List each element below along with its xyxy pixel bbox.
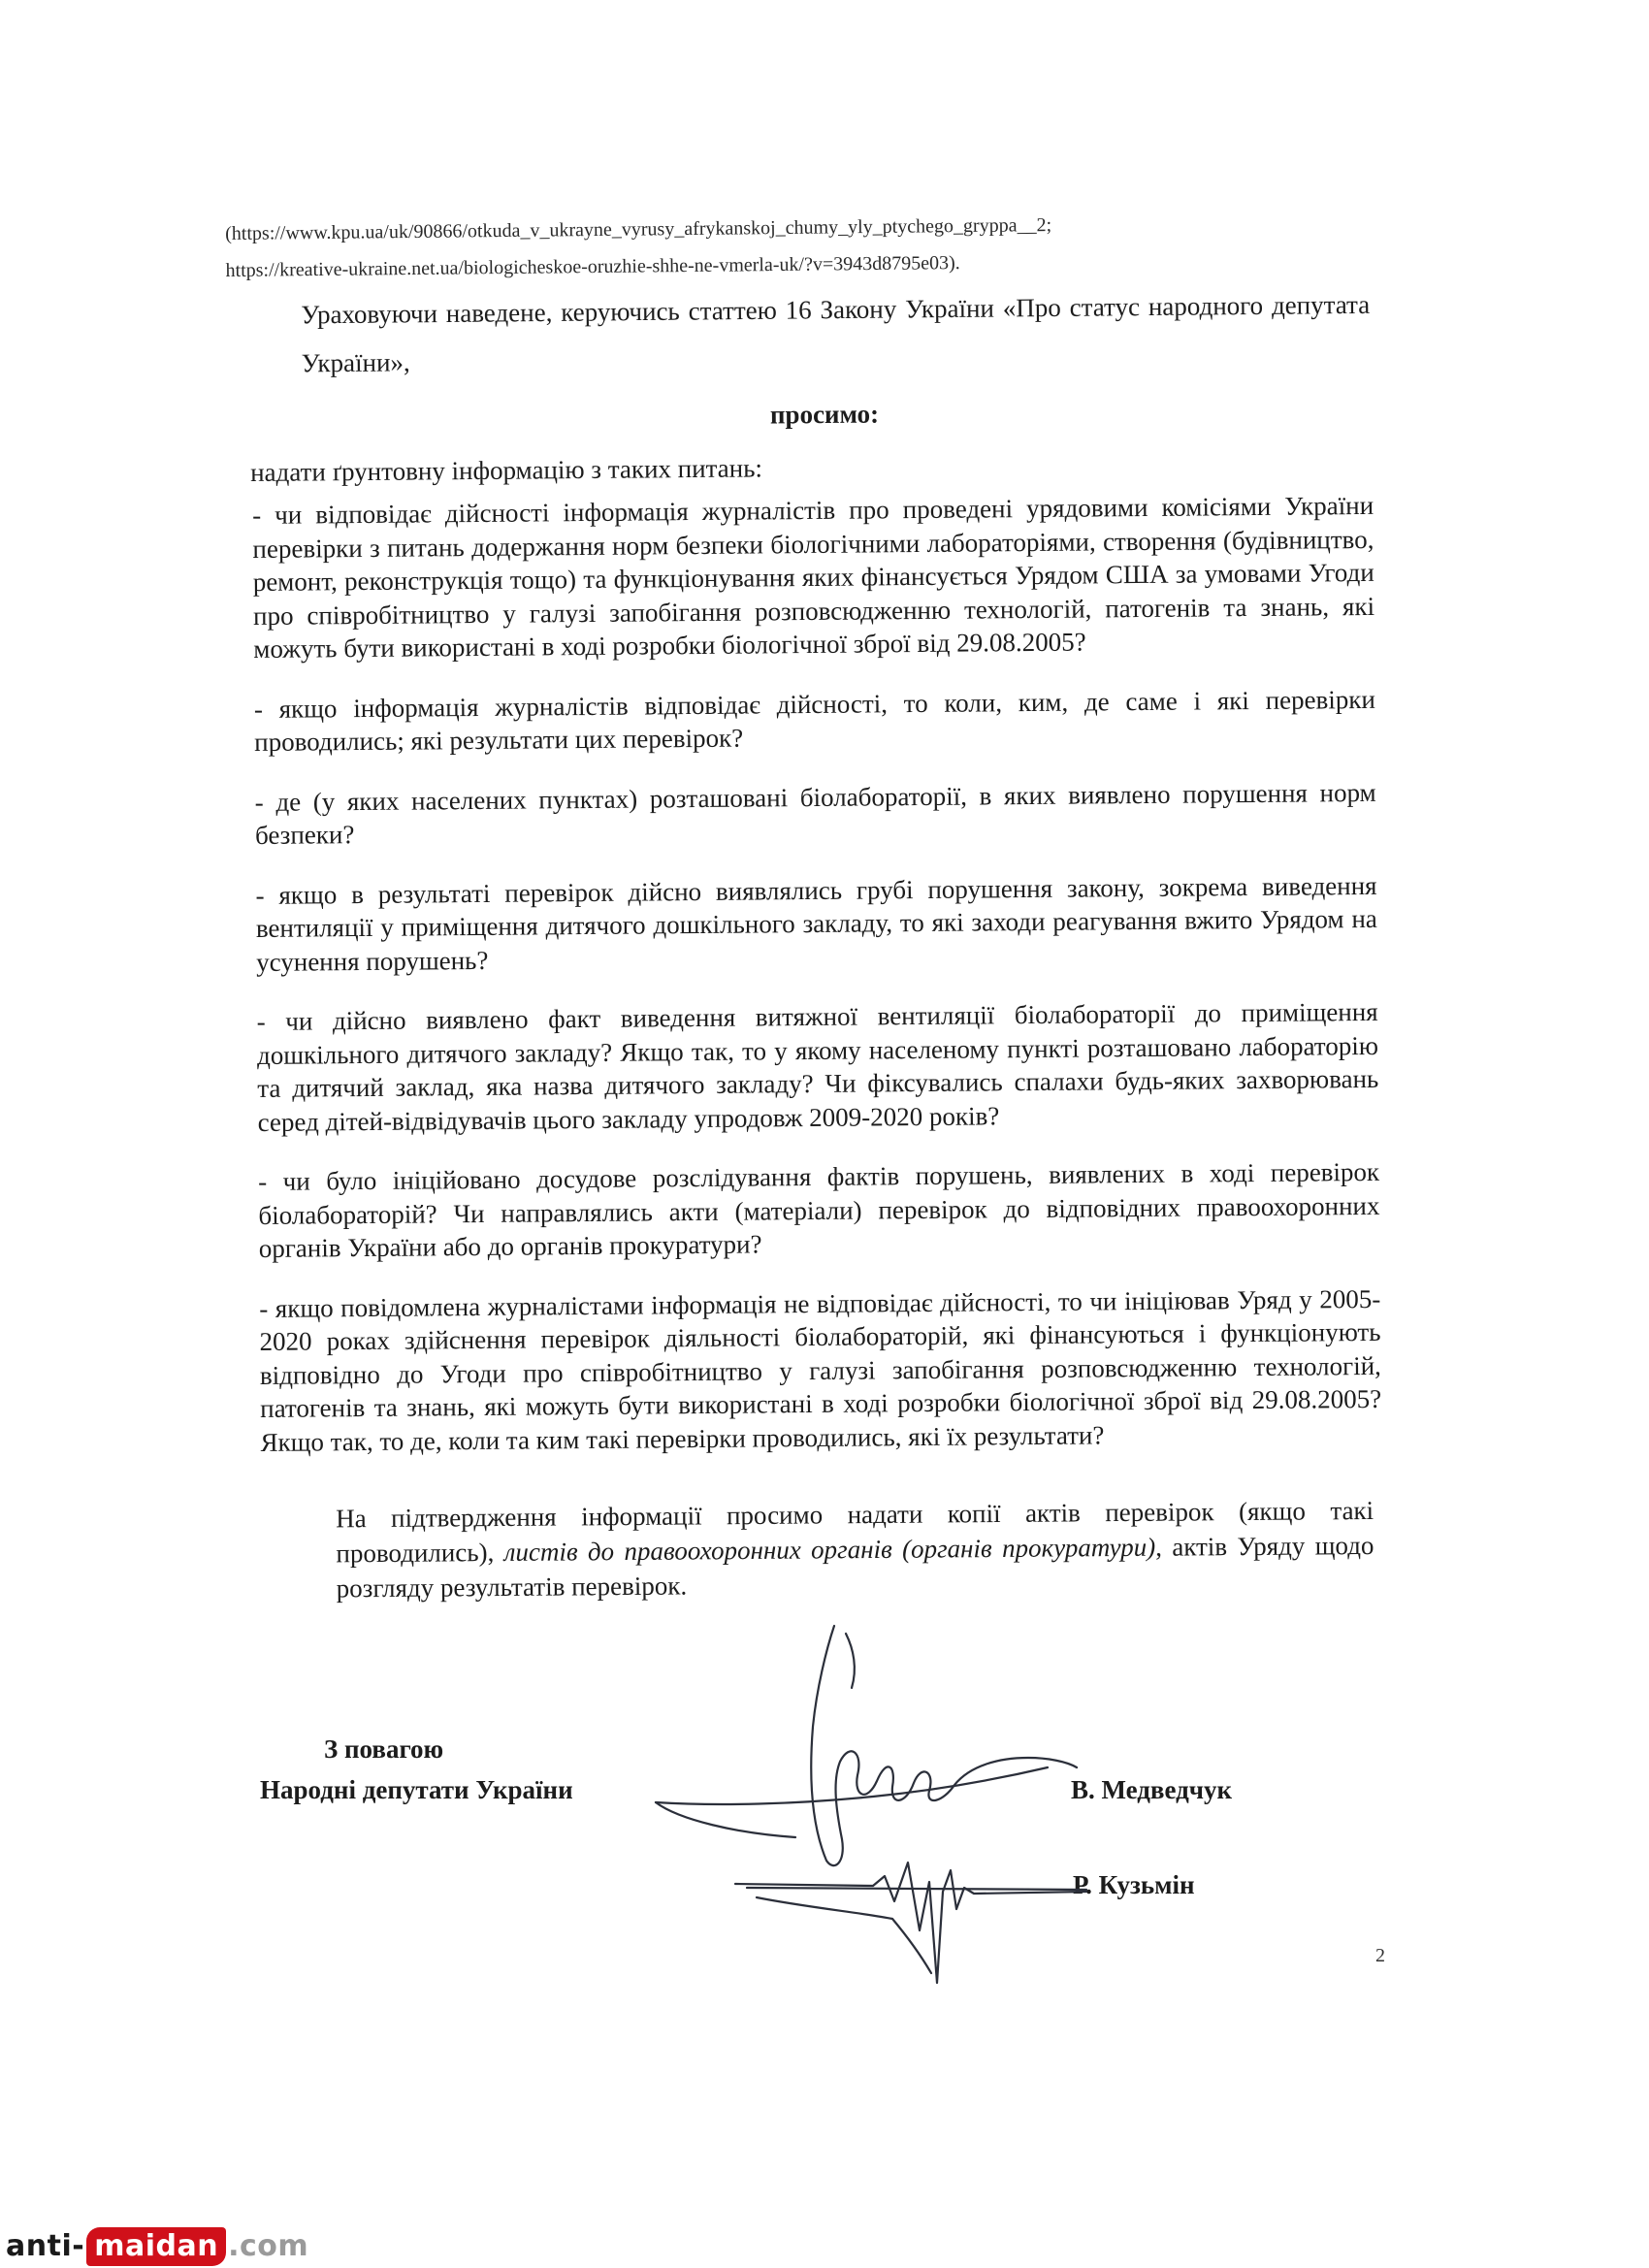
question-item: - чи відповідає дійсності інформація журналістів про проведені урядовими комісіями України перевірки з питань додержання норм безпеки біологічними лабораторіями, створення (будівництво, ремонт, реконструкція тощо) та функціонування яких фінансується Урядом США за умовами Угоди про співробітництво у галузі запобігання розповсюдженню технологій, патогенів та знань, які можуть бути використані в ході розробки біологічної зброї від 29.08.2005? xyxy=(252,490,1375,664)
signature-1-stroke xyxy=(811,1626,1077,1865)
question-item: - якщо в результаті перевірок дійсно виявлялись грубі порушення закону, зокрема виведення вентиляції у приміщення дитячого дошкільного закладу, то які заходи реагування вжито Урядом на усунення порушень? xyxy=(255,870,1377,977)
signer-name-1: В. Медведчук xyxy=(1071,1775,1233,1804)
page-number: 2 xyxy=(1375,1945,1385,1966)
question-item: - якщо повідомлена журналістами інформація не відповідає дійсності, то чи ініціював Уряд у 2005-2020 роках здійснення перевірок діяльності біолабораторій, які фінансуються і функціонують відповідно до Угоди про співробітництво у галузі запобігання розповсюдженню технологій, патогенів та знань, які можуть бути використані в ході розробки біологічної зброї від 29.08.2005? Якщо так, то де, коли та ким такі перевірки проводились, які їх результати? xyxy=(259,1283,1382,1457)
watermark-part-1: anti- xyxy=(6,2229,85,2263)
signature-1-stroke xyxy=(656,1767,1048,1804)
source-link-2: https://kreative-ukraine.net.ua/biologicheskoe-oruzhie-shhe-ne-vmerla-uk/?v=3943d8795e03). xyxy=(225,252,960,281)
signer-name-2: Р. Кузьмін xyxy=(1073,1870,1195,1899)
signature-2-stroke xyxy=(735,1863,1086,1983)
signature-2-stroke xyxy=(757,1897,931,1973)
confirmation-text-end: , актів Уряду щодо розгляду результатів перевірок. xyxy=(336,1530,1374,1604)
question-item: - якщо інформація журналістів відповідає дійсності, то коли, ким, де саме і які перевірки проводились; які результати цих перевірок? xyxy=(253,684,1375,757)
question-item: - де (у яких населених пунктах) розташовані біолабораторії, в яких виявлено порушення норм безпеки? xyxy=(254,777,1376,850)
confirmation-text-italic: листів до правоохоронних органів (органів прокуратури) xyxy=(503,1532,1156,1568)
question-list xyxy=(252,489,1382,1485)
watermark-part-2: maidan xyxy=(86,2227,226,2266)
request-lead: надати ґрунтовну інформацію з таких питань: xyxy=(250,453,763,487)
confirmation-paragraph xyxy=(258,1493,1374,1606)
closing-regards: З повагою xyxy=(324,1734,444,1764)
intro-paragraph xyxy=(242,280,1371,388)
intro-text: Ураховуючи наведене, керуючись статтею 16 Закону України «Про статус народного депутата України», xyxy=(301,289,1371,378)
signature-2-stroke xyxy=(747,1888,1086,1890)
signature-1-stroke xyxy=(656,1802,795,1837)
signatory-title: Народні депутати України xyxy=(260,1775,573,1804)
source-link-1: (https://www.kpu.ua/uk/90866/otkuda_v_ukrayne_vyrusy_afrykanskoj_chumy_yly_ptychego_gryppa__2; xyxy=(225,214,1052,244)
request-heading: просимо: xyxy=(769,399,880,430)
source-links xyxy=(225,204,1371,289)
signature-1-stroke xyxy=(846,1634,855,1688)
site-watermark xyxy=(6,2227,308,2266)
confirmation-text-start: На підтвердження інформації просимо надати копії актів перевірок (якщо такі проводились), xyxy=(336,1495,1374,1569)
question-item: - чи було ініційовано досудове розслідування фактів порушень, виявлених в ході перевірок біолабораторій? Чи направлялись акти (матеріали) перевірок до відповідних правоохоронних органів України або до органів прокуратури? xyxy=(258,1156,1380,1263)
watermark-part-3: .com xyxy=(228,2229,309,2263)
question-item: - чи дійсно виявлено факт виведення витяжної вентиляції біолабораторії до приміщення дошкільного дитячого закладу? Якщо так, то у якому населеному пункті розташовано лабораторію та дитячий заклад, яка назва дитячого закладу? Чи фіксувались спалахи будь-яких захворювань серед дітей-відвідувачів цього закладу упродовж 2009-2020 років? xyxy=(256,996,1379,1137)
